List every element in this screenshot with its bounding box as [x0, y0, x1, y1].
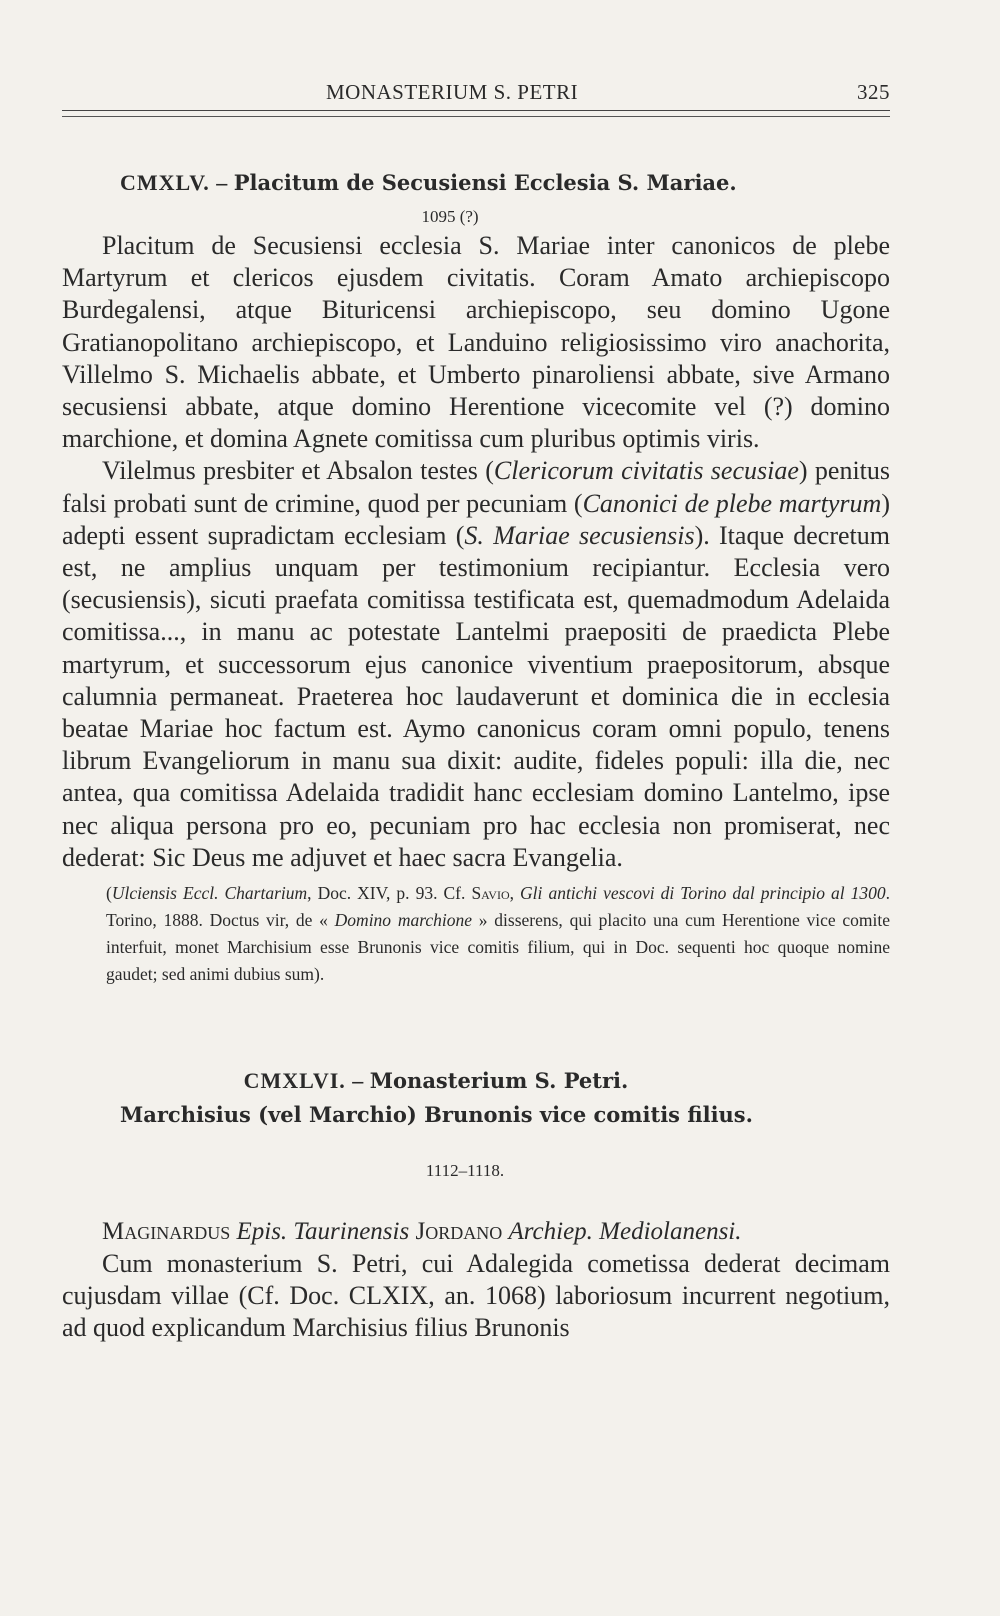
page-header [62, 80, 890, 110]
running-title: MONASTERIUM S. PETRI [326, 80, 579, 104]
paragraph: Vilelmus presbiter et Absalon testes (Clericorum civitatis secusiae) penitus falsi probati sunt de crimine, quod per pecuniam (Canonici de plebe martyrum) adepti essent supradictam ecclesiam (S. Mariae secusiensis). Itaque decretum est, ne amplius unquam per testimonium recipiantur. Ecclesia vero (secusiensis), sicuti praefata comitissa testificata est, quemadmodum Adelaida comitissa..., in manu ac potestate Lantelmi praepositi de praedicta Plebe martyrum, et successorum ejus canonice viventium praepositorum, absque calumnia permaneat. Praeterea hoc laudaverunt et dominica die in ecclesia beatae Mariae hoc factum est. Aymo canonicus coram omni populo, tenens librum Evangeliorum in manu sua dixit: audite, fideles populi: illa die, nec antea, qua comitissa Adelaida tradidit hanc ecclesiam domino Lantelmo, ipse nec aliqua persona pro eo, pecuniam pro hac ecclesia non promiserat, nec dederat: Sic Deus me adjuvet et haec sacra Evangelia. [62, 456, 891, 872]
document-date: 1095 (?) [421, 207, 479, 226]
page-number: 325 [857, 80, 890, 104]
paragraph: Placitum de Secusiensi ecclesia S. Mariae inter canonicos de plebe Martyrum et clericos ejusdem civitatis. Coram Amato archiepiscopo Burdegalensi, atque Bituricensi archiepiscopo, seu domino Ugone Gratianopolitano archiepiscopo, et Landuino religiosissimo viro anachorita, Villelmo S. Michaelis abbate, et Umberto pinaroliensi abbate, sive Armano secusiensi abbate, atque domino Herentione vicecomite vel (?) domino marchione, et domina Agnete comitissa cum pluribus optimis viris. [62, 231, 890, 454]
header-rule [62, 110, 890, 111]
document-subtitle: Marchisius (vel Marchio) Brunonis vice comitis filius. [120, 1102, 753, 1128]
document-number: CMXLV. – [120, 170, 229, 195]
paragraph: Cum monasterium S. Petri, cui Adalegida cometissa dederat decimam cujusdam villae (Cf. Doc. CLXIX, an. 1068) laboriosum incurrent negotium, ad quod explicandum Marchisius filius Brunonis [62, 1249, 890, 1343]
document-date: 1112–1118. [425, 1161, 505, 1181]
letter-address: Maginardus Epis. Taurinensis Jordano Archiep. Mediolanensi. [102, 1218, 742, 1246]
document-heading [62, 1066, 890, 1096]
document-heading [62, 168, 890, 198]
document-title: Placitum de Secusiensi Ecclesia S. Mariae. [233, 170, 737, 195]
document-number: CMXLVI. – [243, 1068, 365, 1094]
main-text [62, 168, 890, 1345]
header-rule-thin [62, 116, 890, 117]
document-title: Monasterium S. Petri. [369, 1068, 629, 1094]
source-note: (Ulciensis Eccl. Chartarium, Doc. XIV, p. 93. Cf. Savio, Gli antichi vescovi di Torino dal principio al 1300. Torino, 1888. Doctus vir, de « Domino marchione » disserens, qui placito una cum Herentione vice comite interfuit, monet Marchisium esse Brunonis vice comitis filium, qui in Doc. sequenti hoc quoque nomine gaudet; sed animi dubius sum). [106, 883, 891, 985]
